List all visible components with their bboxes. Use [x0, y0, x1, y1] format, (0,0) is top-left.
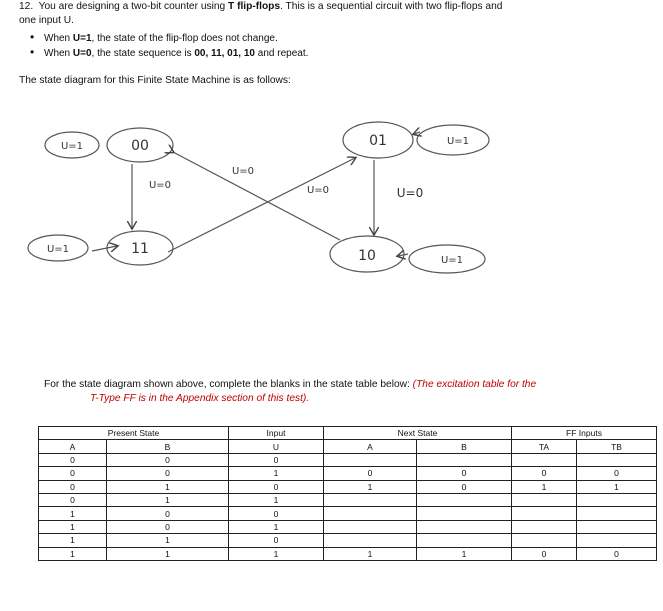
loop-label-11: U=1	[46, 244, 70, 255]
label-00-11: U=0	[148, 180, 172, 191]
state-10-label: 10	[358, 248, 376, 264]
header-present-state: Present State	[39, 427, 229, 440]
table-group-header	[39, 427, 657, 440]
self-arrow-11	[92, 246, 117, 251]
cell: 0	[39, 453, 107, 466]
arrow-11-to-01	[168, 158, 355, 252]
cell: 0	[107, 507, 229, 520]
cell: 1	[39, 507, 107, 520]
cell-blank[interactable]	[324, 520, 417, 533]
question-t-flipflops: T flip-flops	[228, 1, 281, 12]
cell: 1	[417, 547, 512, 560]
cell: 0	[39, 467, 107, 480]
cell: 1	[324, 480, 417, 493]
label-11-01: U=0	[306, 185, 330, 196]
bullet-u1-prefix: When	[44, 33, 73, 44]
question-text	[19, 0, 649, 28]
cell-blank[interactable]	[577, 493, 657, 506]
state-table	[38, 426, 657, 561]
instructions	[44, 378, 644, 406]
cell: 1	[577, 480, 657, 493]
cell: 1	[107, 480, 229, 493]
instructions-text: For the state diagram shown above, complete the blanks in the state table below:	[44, 379, 413, 390]
arrow-10-to-00	[173, 152, 340, 240]
col-u: U	[229, 440, 324, 453]
cell-blank[interactable]	[417, 493, 512, 506]
cell-blank[interactable]	[324, 493, 417, 506]
cell: 1	[229, 547, 324, 560]
instructions-note-2: T-Type FF is in the Appendix section of this test).	[90, 393, 310, 404]
self-arrow-10	[398, 254, 408, 256]
cell-blank[interactable]	[577, 534, 657, 547]
cell-blank[interactable]	[417, 534, 512, 547]
cell: 0	[229, 453, 324, 466]
cell: 1	[324, 547, 417, 560]
bullet-u1-cond: U=1	[72, 33, 92, 44]
question-line1: You are designing a two-bit counter using	[38, 1, 229, 12]
loop-label-10: U=1	[440, 255, 464, 266]
cell: 1	[107, 493, 229, 506]
label-10-00: U=0	[231, 166, 255, 177]
cell: 0	[229, 534, 324, 547]
self-arrow-01	[414, 132, 420, 134]
cell-blank[interactable]	[512, 453, 577, 466]
question-line2: one input U.	[19, 15, 74, 26]
cell-blank[interactable]	[512, 507, 577, 520]
cell: 1	[229, 493, 324, 506]
loop-label-00: U=1	[60, 141, 84, 152]
bullet-u0-end: and repeat.	[255, 48, 309, 59]
table-column-header	[39, 440, 657, 453]
cell: 0	[577, 547, 657, 560]
cell: 0	[324, 467, 417, 480]
bullet-u0-sequence: 00, 11, 01, 10	[194, 48, 255, 59]
table-row	[39, 467, 657, 480]
table-row	[39, 534, 657, 547]
cell-blank[interactable]	[577, 507, 657, 520]
bullet-u1-text: , the state of the flip-flop does not change.	[91, 33, 278, 44]
header-next-state: Next State	[324, 427, 512, 440]
cell: 1	[229, 467, 324, 480]
cell: 1	[39, 520, 107, 533]
header-ff-inputs: FF Inputs	[512, 427, 657, 440]
cell-blank[interactable]	[324, 453, 417, 466]
cell-blank[interactable]	[512, 520, 577, 533]
cell: 0	[512, 467, 577, 480]
cell: 1	[39, 534, 107, 547]
cell: 0	[417, 480, 512, 493]
header-input: Input	[229, 427, 324, 440]
table-row	[39, 480, 657, 493]
col-next-a: A	[324, 440, 417, 453]
cell: 0	[512, 547, 577, 560]
instructions-note-1: (The excitation table for the	[412, 379, 537, 390]
col-tb: TB	[577, 440, 657, 453]
diagram-intro: The state diagram for this Finite State Machine is as follows:	[19, 75, 291, 86]
col-next-b: B	[417, 440, 512, 453]
cell: 0	[107, 520, 229, 533]
cell: 1	[512, 480, 577, 493]
cell: 0	[39, 493, 107, 506]
question-number: 12.	[19, 1, 34, 12]
table-row	[39, 507, 657, 520]
cell: 1	[39, 547, 107, 560]
cell-blank[interactable]	[324, 534, 417, 547]
bullet-u0-cond: U=0	[72, 48, 92, 59]
cell-blank[interactable]	[577, 520, 657, 533]
bullet-u0-prefix: When	[44, 48, 73, 59]
cell-blank[interactable]	[512, 493, 577, 506]
question-line1-end: . This is a sequential circuit with two flip-flops and	[280, 1, 503, 12]
bullet-u0-text: , the state sequence is	[91, 48, 195, 59]
cell-blank[interactable]	[512, 534, 577, 547]
cell: 1	[107, 547, 229, 560]
cell: 0	[577, 467, 657, 480]
table-row	[39, 453, 657, 466]
state-01-label: 01	[369, 133, 387, 149]
state-00-label: 00	[131, 138, 149, 154]
state-11-label: 11	[131, 241, 149, 257]
cell: 0	[229, 507, 324, 520]
cell-blank[interactable]	[417, 520, 512, 533]
col-b: B	[107, 440, 229, 453]
table-row	[39, 520, 657, 533]
cell: 0	[107, 453, 229, 466]
cell-blank[interactable]	[577, 453, 657, 466]
label-01-10: U=0	[396, 186, 424, 200]
bullet-u0	[44, 47, 308, 60]
cell: 0	[107, 467, 229, 480]
cell-blank[interactable]	[324, 507, 417, 520]
table-row	[39, 547, 657, 560]
col-ta: TA	[512, 440, 577, 453]
cell: 1	[229, 520, 324, 533]
cell: 0	[417, 467, 512, 480]
loop-label-01: U=1	[446, 136, 470, 147]
cell: 0	[229, 480, 324, 493]
table-row	[39, 493, 657, 506]
cell: 1	[107, 534, 229, 547]
col-a: A	[39, 440, 107, 453]
state-diagram	[0, 100, 663, 380]
bullet-u1	[44, 32, 278, 45]
cell: 0	[39, 480, 107, 493]
cell-blank[interactable]	[417, 507, 512, 520]
cell-blank[interactable]	[417, 453, 512, 466]
